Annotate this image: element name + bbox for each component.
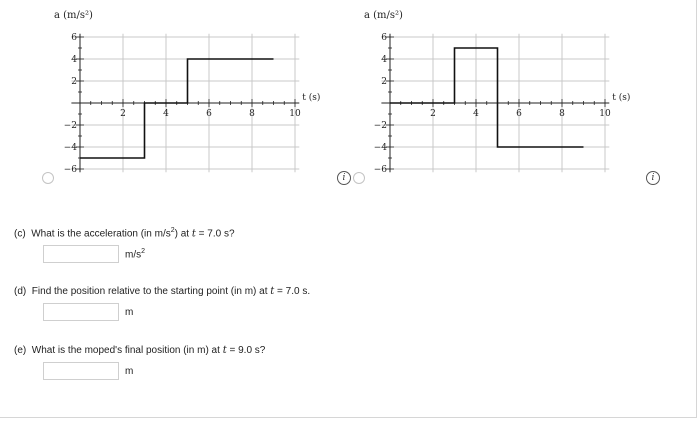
- info-icon[interactable]: i: [646, 171, 660, 185]
- answer-d-unit: m: [125, 306, 134, 318]
- y-tick-label: 4: [381, 55, 387, 65]
- answer-e-row: [43, 361, 133, 381]
- x-tick-label: 6: [516, 109, 522, 119]
- question-c-text-mid: ) at: [174, 228, 192, 240]
- y-tick-label: 6: [71, 33, 77, 43]
- x-tick-label: 2: [430, 109, 436, 119]
- y-axis-label: a (m/s²): [364, 10, 403, 21]
- question-c-text: What is the acceleration (in m/s: [31, 228, 171, 240]
- question-c-exponent: 2: [170, 227, 175, 234]
- x-tick-label: 6: [206, 109, 212, 119]
- x-tick-label: 2: [120, 109, 126, 119]
- x-tick-label: 8: [249, 109, 255, 119]
- y-tick-label: −2: [373, 121, 387, 131]
- question-c-variable: t: [191, 228, 196, 240]
- x-axis-label: t (s): [302, 93, 320, 103]
- y-tick-label: −6: [373, 165, 387, 175]
- answer-d-input[interactable]: [43, 303, 119, 321]
- question-d-variable: t: [270, 286, 275, 297]
- acceleration-series-line: [80, 59, 274, 158]
- question-d-text-end: = 7.0 s.: [274, 286, 311, 297]
- y-tick-label: 4: [71, 55, 77, 65]
- y-tick-label: −4: [63, 143, 77, 153]
- answer-c-row: [43, 244, 145, 264]
- y-tick-label: 6: [381, 33, 387, 43]
- graph-option-2: [350, 0, 630, 195]
- x-tick-label: 10: [599, 109, 611, 119]
- x-tick-label: 8: [559, 109, 565, 119]
- question-d-label: (d): [14, 286, 27, 297]
- y-tick-label: −6: [63, 165, 77, 175]
- answer-c-unit-text: m/s: [125, 249, 142, 261]
- answer-e-input[interactable]: [43, 362, 119, 380]
- answer-c-input[interactable]: [43, 245, 119, 263]
- answer-e-unit: m: [125, 365, 134, 377]
- answer-c-unit: [125, 248, 145, 260]
- y-tick-label: 2: [381, 77, 387, 87]
- y-tick-label: 2: [71, 77, 77, 87]
- question-e-variable: t: [222, 345, 227, 356]
- x-tick-label: 4: [473, 109, 479, 119]
- x-axis-label: t (s): [612, 93, 630, 103]
- question-c-text-end: = 7.0 s?: [195, 228, 235, 240]
- question-c: [14, 227, 235, 239]
- y-tick-label: −4: [373, 143, 387, 153]
- question-d-text: Find the position relative to the starting point (in m) at: [31, 286, 271, 297]
- y-tick-label: −2: [63, 121, 77, 131]
- question-e: [14, 345, 265, 356]
- graph-option-1-radio[interactable]: [42, 172, 54, 184]
- question-e-label: (e): [14, 345, 27, 356]
- info-icon[interactable]: i: [337, 171, 351, 185]
- answer-d-row: [43, 302, 133, 322]
- answer-c-unit-exponent: 2: [141, 247, 146, 255]
- graph-option-2-radio[interactable]: [353, 172, 365, 184]
- graph-option-1: [40, 0, 320, 195]
- question-c-label: (c): [14, 228, 26, 240]
- x-tick-label: 10: [289, 109, 301, 119]
- question-e-text: What is the moped's final position (in m) at: [31, 345, 223, 356]
- y-axis-label: a (m/s²): [54, 10, 93, 21]
- x-tick-label: 4: [163, 109, 169, 119]
- question-e-text-end: = 9.0 s?: [226, 345, 266, 356]
- question-d: [14, 286, 310, 297]
- acceleration-series-line: [390, 48, 584, 147]
